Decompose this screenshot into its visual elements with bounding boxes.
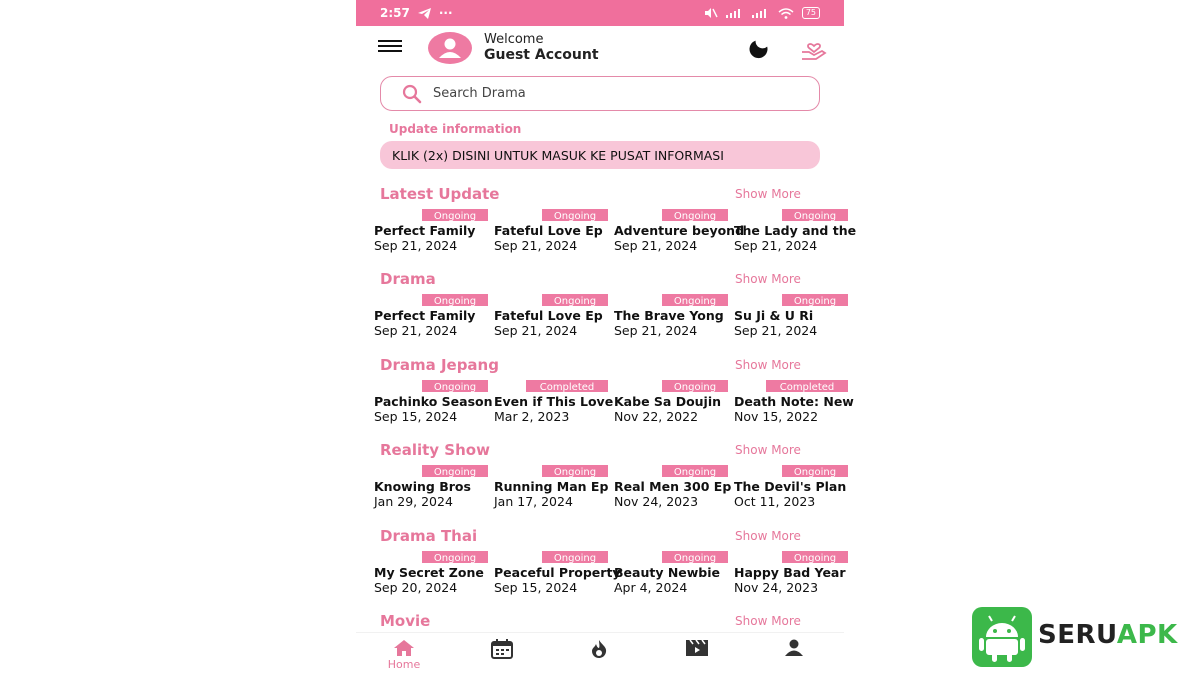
battery-icon: 75 (802, 7, 820, 19)
drama-title: My Secret Zone (374, 565, 484, 580)
status-time: 2:57 (380, 6, 410, 20)
drama-card[interactable] (614, 465, 732, 515)
status-badge: Ongoing (662, 294, 728, 306)
drama-title: Beauty Newbie (614, 565, 721, 580)
show-more-link[interactable]: Show More (735, 529, 801, 543)
section-title: Drama Thai (380, 527, 478, 545)
drama-card[interactable] (734, 551, 852, 601)
drama-date: Sep 21, 2024 (614, 238, 698, 253)
status-badge: Ongoing (782, 465, 848, 477)
status-badge: Ongoing (422, 465, 488, 477)
drama-card[interactable] (494, 209, 612, 259)
drama-card[interactable] (494, 465, 612, 515)
avatar[interactable] (428, 32, 472, 64)
drama-title: Kabe Sa Doujin (614, 394, 722, 409)
drama-card[interactable] (374, 380, 492, 430)
drama-date: Sep 21, 2024 (374, 323, 458, 338)
drama-title: The Devil's Plan (734, 479, 847, 494)
drama-card[interactable] (614, 380, 732, 430)
more-notifications-icon: ··· (438, 6, 453, 20)
nav-profile[interactable] (764, 639, 824, 675)
drama-date: Apr 4, 2024 (614, 580, 688, 595)
section-title: Latest Update (380, 185, 500, 203)
status-badge: Ongoing (662, 465, 728, 477)
search-icon (401, 83, 423, 105)
drama-date: Nov 24, 2023 (614, 494, 699, 509)
drama-date: Sep 21, 2024 (734, 323, 818, 338)
drama-title: Peaceful Property (494, 565, 621, 580)
status-badge: Completed (526, 380, 608, 392)
show-more-link[interactable]: Show More (735, 614, 801, 628)
donate-hand-heart-icon[interactable] (800, 36, 828, 60)
drama-card[interactable] (374, 465, 492, 515)
drama-card[interactable] (494, 294, 612, 344)
status-badge: Completed (766, 380, 848, 392)
drama-card[interactable] (494, 551, 621, 601)
nav-schedule[interactable] (472, 639, 532, 675)
wifi-icon (778, 8, 794, 19)
drama-card[interactable] (614, 294, 732, 344)
profile-icon (784, 639, 804, 657)
drama-card[interactable] (614, 209, 745, 259)
seruapk-text-part1: SERU (1038, 620, 1117, 650)
moon-icon[interactable] (746, 38, 768, 60)
phone-screen (356, 0, 857, 676)
nav-movies[interactable] (667, 639, 727, 675)
section-latest-update (356, 185, 857, 269)
drama-title: Pachinko Season (374, 394, 493, 409)
drama-date: Sep 21, 2024 (494, 323, 578, 338)
seruapk-android-logo (972, 607, 1032, 667)
no-sound-icon (704, 8, 718, 18)
home-icon (393, 639, 415, 657)
drama-date: Nov 22, 2022 (614, 409, 699, 424)
welcome-text: Welcome (484, 32, 544, 47)
status-badge: Ongoing (542, 551, 608, 563)
status-badge: Ongoing (662, 380, 728, 392)
status-badge: Ongoing (662, 209, 728, 221)
seruapk-watermark-text (1038, 620, 1178, 650)
status-badge: Ongoing (542, 465, 608, 477)
drama-date: Nov 15, 2022 (734, 409, 819, 424)
nav-home-label: Home (387, 658, 421, 671)
telegram-icon (418, 8, 431, 19)
drama-card[interactable] (734, 465, 852, 515)
app-header (356, 26, 844, 72)
show-more-link[interactable]: Show More (735, 358, 801, 372)
drama-title: Fateful Love Ep (494, 308, 603, 323)
section-title: Drama Jepang (380, 356, 499, 374)
drama-title: Death Note: New (734, 394, 854, 409)
drama-title: The Brave Yong (614, 308, 724, 323)
drama-date: Nov 24, 2023 (734, 580, 819, 595)
drama-date: Sep 15, 2024 (374, 409, 458, 424)
drama-title: Perfect Family (374, 308, 476, 323)
hamburger-menu-icon[interactable] (378, 40, 402, 54)
drama-title: Happy Bad Year (734, 565, 846, 580)
status-badge: Ongoing (422, 209, 488, 221)
drama-date: Sep 15, 2024 (494, 580, 578, 595)
drama-date: Jan 29, 2024 (374, 494, 453, 509)
status-badge: Ongoing (422, 294, 488, 306)
section-drama (356, 270, 844, 354)
drama-title: Adventure beyond (614, 223, 745, 238)
status-badge: Ongoing (542, 294, 608, 306)
show-more-link[interactable]: Show More (735, 443, 801, 457)
status-badge: Ongoing (542, 209, 608, 221)
drama-card[interactable] (614, 551, 732, 601)
show-more-link[interactable]: Show More (735, 187, 801, 201)
drama-date: Sep 21, 2024 (614, 323, 698, 338)
section-reality-show (356, 441, 847, 525)
status-badge: Ongoing (782, 551, 848, 563)
status-badge: Ongoing (422, 380, 488, 392)
status-badge: Ongoing (662, 551, 728, 563)
drama-title: Su Ji & U Ri (734, 308, 814, 323)
drama-title: Real Men 300 Ep (614, 479, 732, 494)
signal-icon-2 (752, 8, 770, 18)
fire-icon (589, 639, 609, 659)
info-banner[interactable]: KLIK (2x) DISINI UNTUK MASUK KE PUSAT INFORMASI (380, 141, 820, 169)
drama-title: Running Man Ep (494, 479, 609, 494)
drama-title: Even if This Love (494, 394, 614, 409)
drama-date: Sep 21, 2024 (374, 238, 458, 253)
update-information-label: Update information (389, 122, 522, 136)
drama-title: Fateful Love Ep (494, 223, 603, 238)
drama-title: Knowing Bros (374, 479, 471, 494)
drama-date: Jan 17, 2024 (494, 494, 573, 509)
status-badge: Ongoing (782, 294, 848, 306)
drama-title: The Lady and the (734, 223, 857, 238)
nav-home[interactable] (374, 639, 434, 675)
drama-date: Oct 11, 2023 (734, 494, 816, 509)
drama-card[interactable] (374, 551, 492, 601)
drama-card[interactable] (374, 209, 492, 259)
seruapk-text-part2: APK (1116, 620, 1178, 650)
status-bar (356, 0, 844, 26)
drama-card[interactable] (494, 380, 612, 430)
drama-title: Perfect Family (374, 223, 476, 238)
drama-card[interactable] (734, 294, 852, 344)
nav-trending[interactable] (569, 639, 629, 675)
section-title: Drama (380, 270, 436, 288)
account-name: Guest Account (484, 47, 599, 63)
drama-date: Sep 20, 2024 (374, 580, 458, 595)
signal-icon (726, 8, 744, 18)
bottom-navigation (356, 632, 844, 676)
status-badge: Ongoing (782, 209, 848, 221)
calendar-icon (491, 639, 513, 659)
clapperboard-icon (685, 639, 709, 657)
drama-date: Sep 21, 2024 (494, 238, 578, 253)
section-title: Reality Show (380, 441, 490, 459)
drama-date: Mar 2, 2023 (494, 409, 570, 424)
drama-date: Sep 21, 2024 (734, 238, 818, 253)
section-title: Movie (380, 612, 431, 630)
drama-card[interactable] (374, 294, 492, 344)
section-drama-jepang (356, 356, 854, 440)
drama-card[interactable] (734, 380, 852, 430)
drama-card[interactable] (734, 209, 857, 259)
search-input[interactable] (433, 86, 793, 101)
search-bar[interactable] (380, 76, 820, 111)
status-badge: Ongoing (422, 551, 488, 563)
show-more-link[interactable]: Show More (735, 272, 801, 286)
section-drama-thai (356, 527, 844, 611)
